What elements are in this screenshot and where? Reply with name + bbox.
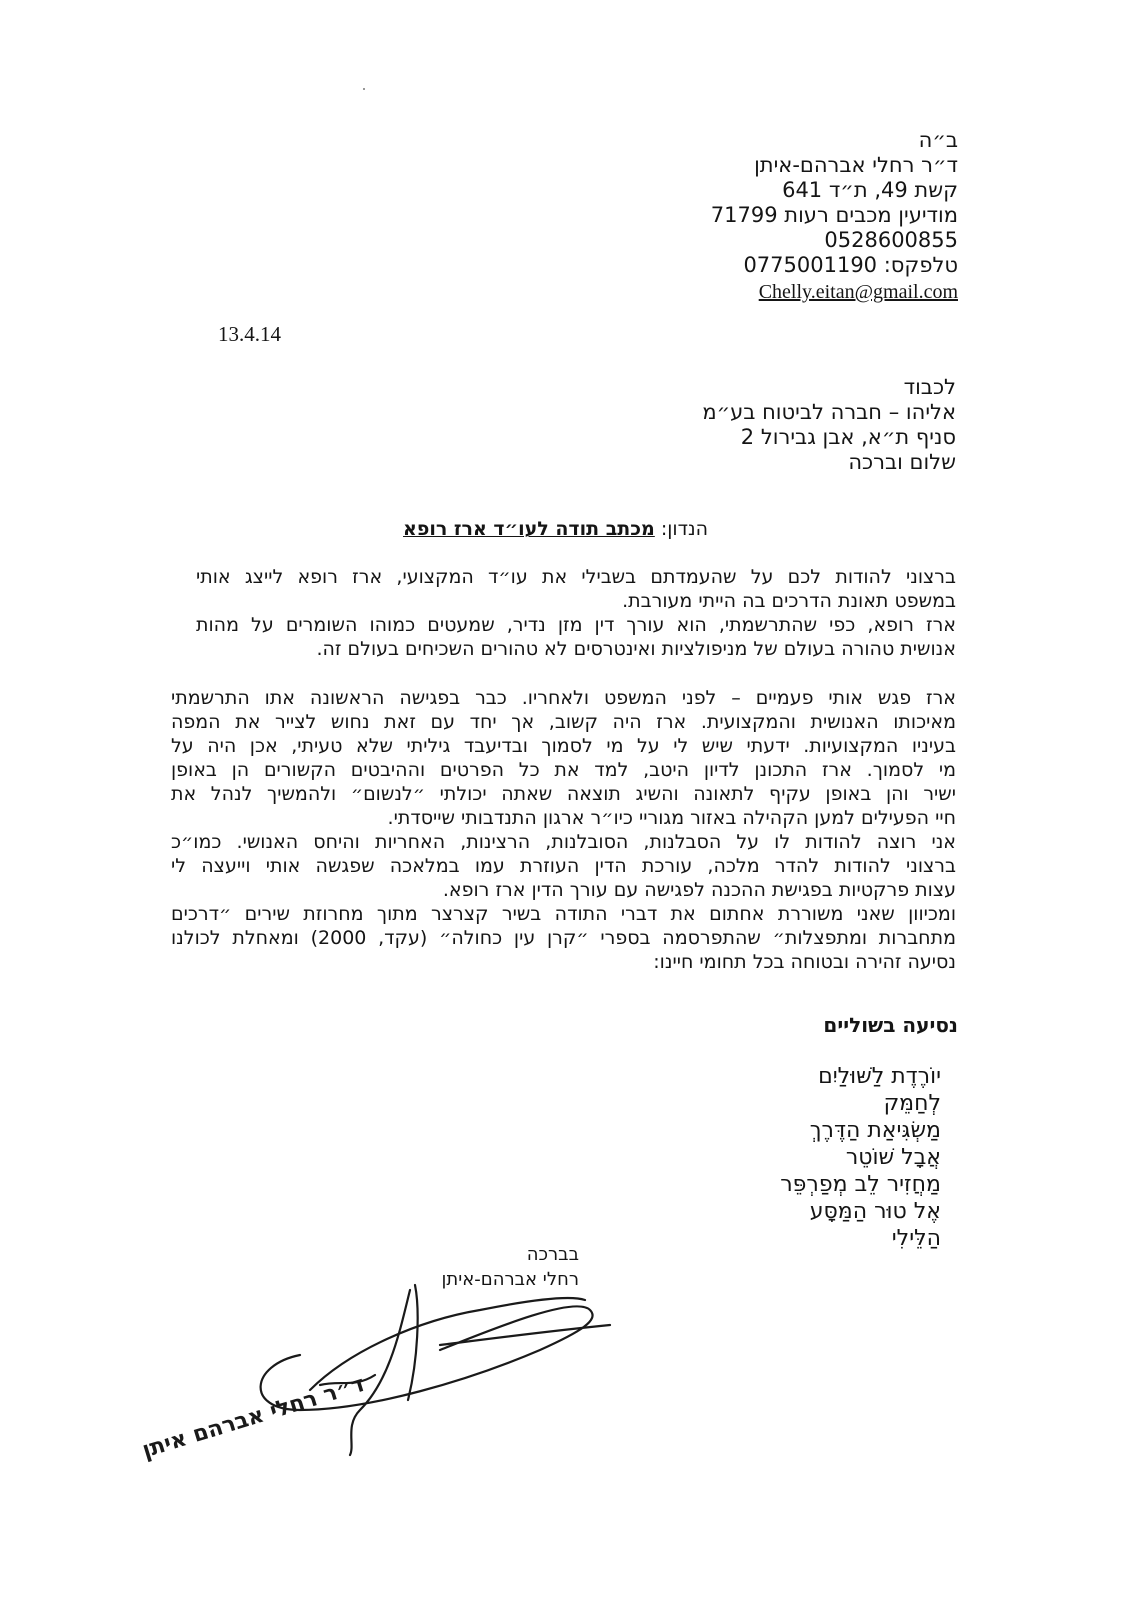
body-line: ברצוני להודות להדר מלכה, עורכת הדין העוזרת עמו במלאכה שפגשה אותי וייעצה לי (171, 855, 956, 877)
recipient-company: אליהו – חברה לביטוח בע״מ (702, 400, 956, 424)
body-line: בעיניו המקצועיות. ידעתי שיש לי על מי לסמוך ובדיעבד גיליתי שלא טעיתי, אכן היה על (171, 735, 956, 757)
subject-line (403, 518, 708, 540)
body-line: ארז רופא, כפי שהתרשמתי, הוא עורך דין מזן נדיר, שמעטים כמוהו השומרים על מהות (196, 614, 956, 636)
poem-line: מַחֲזִיר לֵב מְפַרְפֵּר (780, 1172, 941, 1197)
sender-address: קשת 49, ת״ד 641 (782, 178, 958, 202)
poem-line: אֲבָל שׁוֹטֵר (845, 1145, 941, 1170)
body-line: מאיכותו האנושית והמקצועית. ארז היה קשוב, אך יחד עם זאת נחוש לצייר את המפה (171, 711, 956, 733)
body-line: אנושית טהורה בעולם של מניפולציות ואינטרסים לא טהורים השכיחים בעולם זה. (316, 638, 956, 660)
recipient-branch: סניף ת״א, אבן גבירול 2 (740, 425, 956, 449)
body-line: מי לסמוך. ארז התכונן לדיון היטב, למד את כל הפרטים וההיבטים הקשורים הן באופן (171, 759, 956, 781)
poem (641, 1063, 941, 1252)
poem-title: נסיעה בשוליים (823, 1013, 958, 1037)
sender-phone: 0528600855 (824, 228, 958, 252)
poem-line: אֶל טוּר הַמַּסָּע (809, 1199, 941, 1224)
sender-email: Chelly.eitan@gmail.com (758, 281, 958, 303)
body-line: עצות פרקטיות בפגישת ההכנה לפגישה עם עורך הדין ארז רופא. (442, 879, 956, 901)
poem-line: לְחַמֵּק (883, 1091, 941, 1116)
poem-line: יוֹרֶדֶת לַשּׁוּלַיִם (818, 1064, 941, 1089)
body-line: ארז פגש אותי פעמיים – לפני המשפט ולאחריו. כבר בפגישה הראשונה אתו התרשמתי (171, 687, 956, 709)
closing-regards: בברכה (526, 1244, 579, 1265)
body-line: ישיר והן באופן עקיף לתאונה והשיג תוצאה שאתה יכולתי ״לנשום״ ולהמשיך לנהל את (171, 783, 956, 805)
handwritten-signature (261, 1285, 610, 1455)
body-line: במשפט תאונת הדרכים בה הייתי מעורבת. (622, 590, 956, 612)
subject-label: הנדון: (660, 518, 708, 540)
stamp-text: ד״ר רחלי אברהם איתן (139, 1371, 368, 1464)
paragraph-2 (171, 686, 956, 974)
body-line: חיי הפעילים למען הקהילה באזור מגוריי כיו״ר ארגון התנדבותי שייסדתי. (387, 807, 956, 829)
paragraph-1 (196, 565, 956, 661)
poem-line: מַשְׂגִּיאַת הַדֶּרֶךְ (809, 1118, 941, 1143)
letter-date: 13.4.14 (218, 322, 281, 346)
body-line: ומכיוון שאני משוררת אחתום את דברי התודה בשיר קצרצר מתוך מחרוזת שירים ״דרכים (171, 903, 956, 925)
closing-name: רחלי אברהם-איתן (441, 1269, 579, 1290)
stamp (139, 1372, 367, 1463)
poem-line: הַלֵּילִי (891, 1226, 941, 1251)
subject-text: מכתב תודה לעו״ד ארז רופא (403, 518, 655, 540)
sender-fax: טלפקס: 0775001190 (743, 253, 958, 277)
sender-name: ד״ר רחלי אברהם-איתן (754, 153, 958, 177)
body-line: ברצוני להודות לכם על שהעמדתם בשבילי את עו״ד המקצועי, ארז רופא לייצג אותי (196, 566, 956, 588)
recipient-honorific: לכבוד (903, 375, 956, 399)
sender-block (438, 128, 958, 306)
body-line: מתחברות ומתפצלות״ שהתפרסמה בספרי ״קרן עין כחולה״ (עקד, 2000) ומאחלת לכולנו (171, 927, 956, 949)
recipient-block (356, 375, 956, 475)
body-line: אני רוצה להודות לו על הסבלנות, הסובלנות, הרצינות, האחריות והיחס האנושי. כמו״כ (171, 831, 956, 853)
sender-city: מודיעין מכבים רעות 71799 (710, 203, 958, 227)
scan-speck (363, 88, 365, 90)
signature-stamp (139, 1270, 620, 1464)
body-line: נסיעה זהירה ובטוחה בכל תחומי חיינו: (653, 951, 956, 973)
bh-header: ב״ה (918, 128, 958, 152)
recipient-greeting: שלום וברכה (848, 450, 956, 474)
